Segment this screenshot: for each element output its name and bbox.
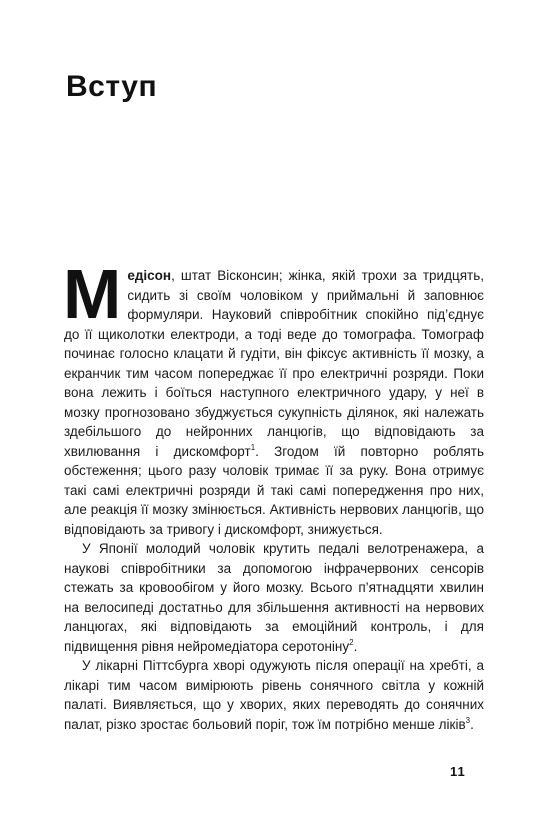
paragraph-3 [64,656,484,734]
paragraph-1-text: , штат Вісконсин; жінка, якій трохи за тридцять, сидить зі своїм чоловіком у приймальні й заповнює формуляри. Науковий співробітник спокійно під’єднує до її щиколотки електроди, а тоді веде до томографа. Томограф починає голосно клацати й гудіти, він фіксує активність її мозку, а екранчик тим часом попереджає її про електричні розряди. Поки вона лежить і боїться наступного електричного удару, у неї в мозку прогнозовано збуджується сукупність ділянок, які належать здебільшого до нейронних ланцюгів, що відповідають за хвилювання і дискомфорт [64,268,484,459]
chapter-title: Вступ [66,70,158,103]
footnote-marker-1[interactable]: 1 [250,442,256,452]
paragraph-2-text: У Японії молодий чоловік крутить педалі велотренажера, а наукові співробітники за допомогою інфрачервоних сенсорів стежать за кровообігом у його мозку. Всього п’ятнадцяти хвилин на велосипеді достатньо для збільшення активності на нервових ланцюгах, які відповідають за емоційний контроль, і для підвищення рівня нейромедіатора серотоніну [64,541,484,654]
paragraph-2-tail: . [353,638,358,654]
drop-cap: М [63,255,122,333]
paragraph-3-text: У лікарні Піттсбурга хворі одужують після операції на хребті, а лікарі тим часом вимірюють рівень сонячного світла у кожній палаті. Виявляється, що у хворих, яких переводять до сонячних палат, різко зростає больовий поріг, тож їм потрібно менше ліків [64,658,484,732]
paragraph-2 [64,539,484,656]
paragraph-3-tail: . [470,716,474,732]
chapter-body [63,255,484,734]
paragraph-1 [63,255,484,539]
footnote-marker-2[interactable]: 2 [349,637,354,647]
lead-in-word: едісон [127,268,172,283]
page-number: 11 [450,764,466,779]
footnote-marker-3[interactable]: 3 [465,715,471,725]
paragraph-1-tail: . Згодом їй повторно роблять обстеження; цього разу чоловік тримає її за руку. Вона отримує такі самі електричні розряди й такі самі попередження про них, але реакція її мозку змінюється. Активність нервових ланцюгів, що відповідають за тривогу і дискомфорт, знижується. [64,443,484,537]
